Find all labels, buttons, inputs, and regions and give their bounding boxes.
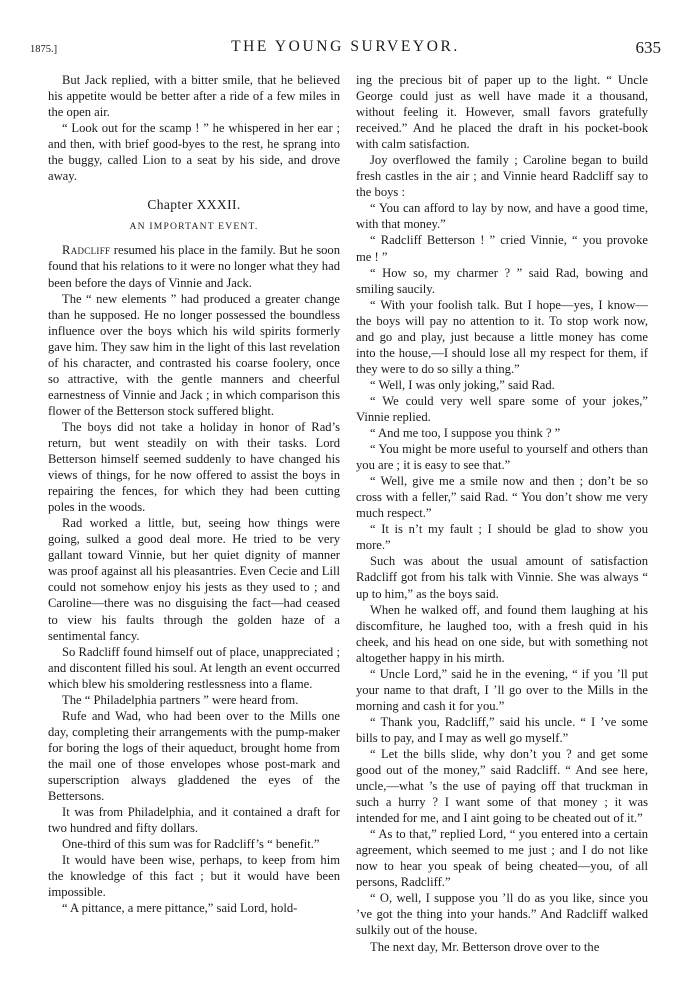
paragraph: “ Look out for the scamp ! ” he whispered in her ear ; and then, with brief good-byes to the rest, he sprang into the buggy, called Lion to a seat by his side, and drove away. [48,121,340,184]
paragraph: Rad worked a little, but, seeing how things were going, sulked a good deal more. He tried to be very gallant toward Vinnie, but her quiet dignity of manner was proof against all his pleasantries. Even Cecie and Lill could not somehow enjoy his jests as they used to ; and Caroline—there was no disguising the fact—had ceased to view his faults through the golden haze of a sentimental fancy. [48,516,340,643]
paragraph: The “ Philadelphia partners ” were heard from. [62,692,299,707]
header-year: 1875.] [30,44,58,55]
paragraph: “ As to that,” replied Lord, “ you entered into a certain agreement, which seemed to me just ; and I do not like now to hear you speak of being cheated—you, of all persons, Radcliff.” [356,827,648,890]
chapter-subtitle: AN IMPORTANT EVENT. [129,221,259,233]
paragraph: The boys did not take a holiday in honor of Rad’s return, but went steadily on with their tasks. Lord Betterson himself seemed suddenly to have changed his views of things, for he now offered to assist the boys in repairing the fences, for which they had been cutting poles in the woods. [48,419,340,515]
running-header [30,38,661,60]
paragraph: “ A pittance, a mere pittance,” said Lord, hold- [62,901,298,916]
paragraph: “ It is n’t my fault ; I should be glad to show you more.” [356,522,648,553]
paragraph: “ With your foolish talk. But I hope—yes, I know—the boys will pay no attention to it. To stop work now, and go and play, just because a little money has come into the house,—I should lose all my respect for them, if they were to do so silly a thing.” [356,297,648,376]
paragraph: When he walked off, and found them laughing at his discomfiture, he laughed too, with a fresh quid in his cheek, and his head on one side, but with something not altogether happy in his mirth. [356,602,648,665]
continued-paragraph: ing the precious bit of paper up to the light. “ Uncle George could just as well have made it a thousand, without feeling it. However, small favors gratefully received.” And he placed the draft in his pocket-book with calm satisfaction. [356,73,648,152]
paragraph: The “ new elements ” had produced a greater change than he supposed. He no longer possessed the boundless influence over the boys which his wild spirits formerly gave him. They saw him in the light of this last revelation of his character, and contrasted his coarse foolery, once so attractive, with the gentle manners and cheerful earnestness of Vinnie and Jack ; in which comparison this flower of the Betterson stock suffered blight. [48,291,340,418]
chapter-title: Chapter XXXII. [147,197,241,213]
chapter-opening-paragraph [48,242,340,290]
paragraph: Rufe and Wad, who had been over to the Mills one day, completing their arrangements with the pump-maker for boring the logs of their aqueduct, brought home from the mail one of those envelopes whose post-mark and superscription always gladdened the eyes of the Bettersons. [48,708,340,804]
paragraph: It would have been wise, perhaps, to keep from him the knowledge of this fact ; but it would have been impossible. [48,853,340,900]
paragraph: “ Well, give me a smile now and then ; don’t be so cross with a feller,” said Rad. “ You don’t show me very much respect.” [356,474,648,521]
paragraph: “ We could very well spare some of your jokes,” Vinnie replied. [356,393,648,424]
left-column [48,72,340,916]
paragraph: “ You can afford to lay by now, and have a good time, with that money.” [356,201,648,232]
running-title: THE YOUNG SURVEYOR. [231,38,460,55]
paragraph: Joy overflowed the family ; Caroline began to build fresh castles in the air ; and Vinnie heard Radcliff say to the boys : [356,153,648,200]
paragraph: Such was about the usual amount of satisfaction Radcliff got from his talk with Vinnie. She was always “ up to him,” as the boys said. [356,554,648,601]
paragraph: “ Thank you, Radcliff,” said his uncle. “ I ’ve some bills to pay, and I may as well go myself.” [356,714,648,745]
paragraph: It was from Philadelphia, and it contained a draft for two hundred and fifty dollars. [48,805,340,836]
paragraph: “ You might be more useful to yourself and others than you are ; it is easy to see that.” [356,442,648,473]
right-column [356,72,648,955]
paragraph: “ Radcliff Betterson ! ” cried Vinnie, “ you provoke me ! ” [356,233,648,264]
paragraph: The next day, Mr. Betterson drove over to the [370,939,600,954]
paragraph: “ And me too, I suppose you think ? ” [370,426,561,441]
opening-word: Radcliff [62,243,111,258]
paragraph: “ O, well, I suppose you ’ll do as you like, since you ’ve got the thing into your hands.” And Radcliff walked sulkily out of the house. [356,891,648,938]
paragraph: “ Uncle Lord,” said he in the evening, “ if you ’ll put your name to that draft, I ’ll go over to the Mills in the morning and cash it for you.” [356,666,648,713]
opening-paragraph-text: resumed his place in the family. But he soon found that his relations to it were no longer what they had been before the days of Vinnie and Jack. [48,243,340,290]
paragraph: “ Well, I was only joking,” said Rad. [370,377,555,392]
paragraph: “ How so, my charmer ? ” said Rad, bowing and smiling saucily. [356,265,648,296]
paragraph: One-third of this sum was for Radcliff’s “ benefit.” [62,837,320,852]
paragraph: So Radcliff found himself out of place, unappreciated ; and discontent filled his soul. At length an event occurred which blew his smoldering restlessness into a flame. [48,644,340,691]
paragraph: “ Let the bills slide, why don’t you ? and get some good out of the money,” said Radcliff. “ And see here, uncle,—what ’s the use of paying off that truckman in such a hurry ? I want some of that money ; it was intended for me, and I aint going to be cheated out of it.” [356,746,648,826]
page-number: 635 [635,38,661,57]
paragraph: But Jack replied, with a bitter smile, that he believed his appetite would be better after a ride of a few miles in the open air. [48,73,340,120]
